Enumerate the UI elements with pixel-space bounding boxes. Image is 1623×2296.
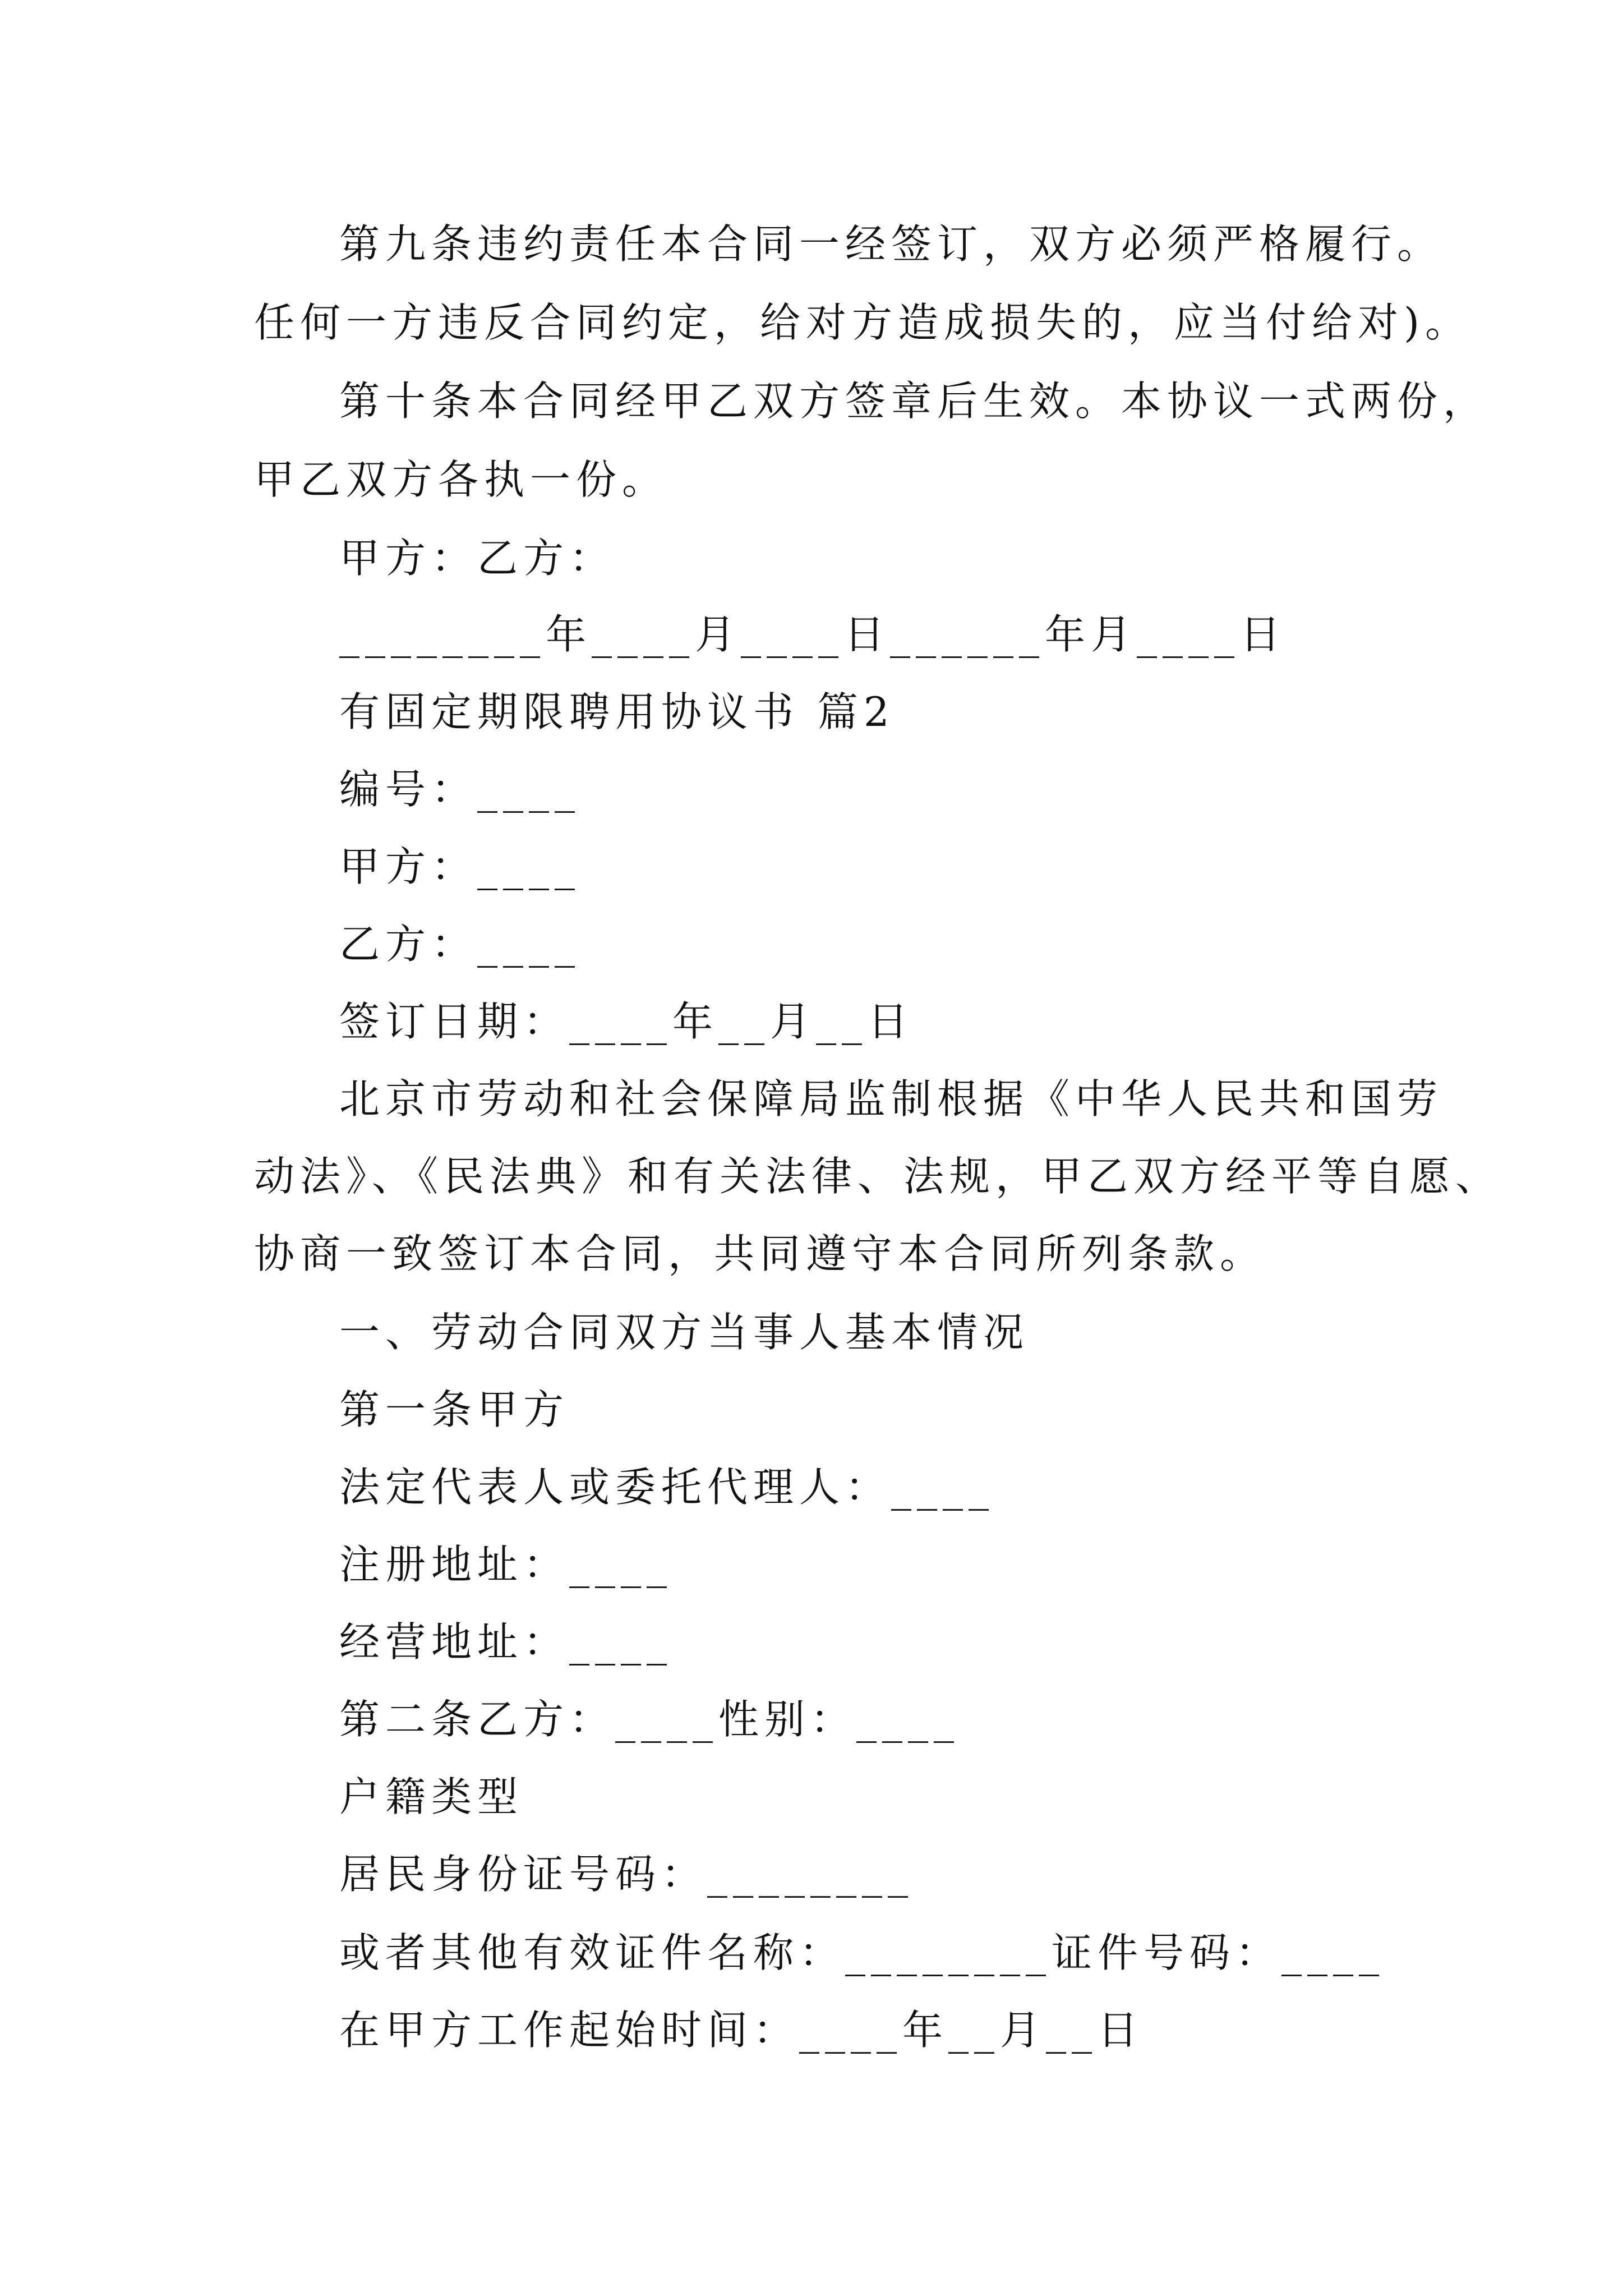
text-line: 编号：____ <box>339 766 581 813</box>
text-line: 乙方：____ <box>339 921 581 968</box>
text-line: 注册地址：____ <box>339 1541 673 1588</box>
text-line: 在甲方工作起始时间：____年__月__日 <box>339 2007 1144 2054</box>
text-line: 一、劳动合同双方当事人基本情况 <box>339 1309 1030 1356</box>
text-line: 甲方：____ <box>339 843 581 890</box>
text-line: 第九条违约责任本合同一经签订，双方必须严格履行。 <box>339 220 1444 268</box>
text-line: 法定代表人或委托代理人：____ <box>339 1464 995 1511</box>
text-line: ________年____月____日______年月____日 <box>339 611 1286 658</box>
text-line: 任何一方违反合同约定，给对方造成损失的，应当付给对)。 <box>254 299 1472 346</box>
text-line: 甲乙双方各执一份。 <box>254 456 668 503</box>
text-line: 第一条甲方 <box>339 1386 570 1433</box>
text-line: 居民身份证号码：________ <box>339 1851 914 1898</box>
text-line: 第二条乙方：____性别：____ <box>339 1696 960 1743</box>
text-line: 经营地址：____ <box>339 1618 673 1665</box>
section-title: 有固定期限聘用协议书 篇2 <box>339 688 895 735</box>
text-line: 协商一致签订本合同，共同遵守本合同所列条款。 <box>254 1230 1266 1277</box>
text-line: 北京市劳动和社会保障局监制根据《中华人民共和国劳 <box>339 1075 1444 1122</box>
text-line: 或者其他有效证件名称：________证件号码：____ <box>339 1929 1385 1976</box>
text-line: 甲方：乙方： <box>339 535 616 582</box>
text-line: 签订日期：____年__月__日 <box>339 998 914 1045</box>
text-line: 户籍类型 <box>339 1773 524 1820</box>
text-line: 动法》、《民法典》和有关法律、法规，甲乙双方经平等自愿、 <box>254 1153 1502 1200</box>
text-line: 第十条本合同经甲乙双方签章后生效。本协议一式两份， <box>339 378 1490 425</box>
